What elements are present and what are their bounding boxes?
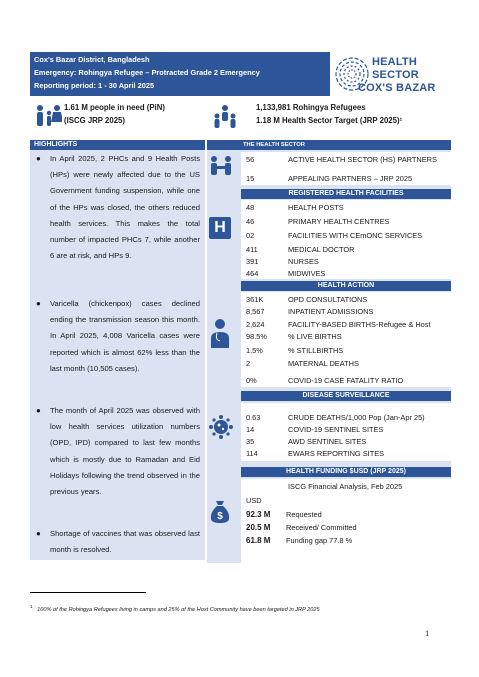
surveillance-label: EWARS REPORTING SITES xyxy=(288,449,385,458)
footnote xyxy=(30,604,320,613)
footnote-mark: 1 xyxy=(30,604,33,609)
action-value: 98.5% xyxy=(246,332,267,341)
appealing-label: APPEALING PARTNERS – JRP 2025 xyxy=(288,174,413,183)
logo-text-coxs-bazar: COX'S BAZAR xyxy=(358,82,436,94)
funding-requested-value: 92.3 M xyxy=(246,510,271,519)
surveillance-value: 35 xyxy=(246,437,255,446)
header-emergency: Emergency: Rohingya Refugee – Protracted Grade 2 Emergency xyxy=(34,68,260,77)
surveillance-value: 114 xyxy=(246,449,258,458)
facility-count: 02 xyxy=(246,231,255,240)
people-group-icon xyxy=(212,104,238,130)
surveillance-value: 0.63 xyxy=(246,413,261,422)
funding-currency: USD xyxy=(246,496,262,505)
facility-label: PRIMARY HEALTH CENTRES xyxy=(288,217,390,226)
staff-label: MEDICAL DOCTOR xyxy=(288,245,355,254)
action-label: % LIVE BIRTHS xyxy=(288,332,342,341)
doctor-icon xyxy=(209,318,231,348)
funding-source: ISCG Financial Analysis, Feb 2025 xyxy=(288,482,403,491)
appealing-count: 15 xyxy=(246,174,255,183)
facilities-title: REGISTERED HEALTH FACILITIES xyxy=(241,189,451,199)
action-value: 2,624 xyxy=(246,320,265,329)
staff-label: MIDWIVES xyxy=(288,269,326,278)
bullet-icon: ● xyxy=(36,406,41,415)
action-value: 0% xyxy=(246,376,257,385)
health-sector-title: THE HEALTH SECTOR xyxy=(207,140,451,150)
footnote-text: 100% of the Rohingya Refugees living in camps and 25% of the Host Community have been targeted in JRP 2025 xyxy=(37,606,320,613)
highlight-item xyxy=(36,151,200,264)
staff-count: 464 xyxy=(246,269,259,278)
hospital-icon: H xyxy=(209,217,231,239)
staff-label: NURSES xyxy=(288,257,319,266)
svg-text:$: $ xyxy=(217,511,223,522)
bullet-icon: ● xyxy=(36,529,41,538)
action-title: HEALTH ACTION xyxy=(241,281,451,291)
page-number: 1 xyxy=(425,628,430,638)
logo-text-sector: SECTOR xyxy=(372,69,419,81)
funding-gap-label: Funding gap 77.8 % xyxy=(286,536,353,545)
facility-count: 48 xyxy=(246,203,255,212)
action-value: 2 xyxy=(246,359,251,368)
staff-count: 391 xyxy=(246,257,259,266)
refugees-count: 1,133,981 Rohingya Refugees xyxy=(256,103,366,112)
surveillance-label: CRUDE DEATHS/1,000 Pop (Jan-Apr 25) xyxy=(288,413,425,422)
footnote-divider xyxy=(30,592,146,593)
surveillance-value: 14 xyxy=(246,425,255,434)
highlight-text: The month of April 2025 was observed with low health services utilization numbers (OPD, IPD) compared to last few months which is mostly due to Ramadan and Eid Holidays following the trend observed in the previous years. xyxy=(50,406,200,497)
bullet-icon: ● xyxy=(36,299,41,308)
highlight-text: Varicella (chickenpox) cases declined ending the transmission season this month. In April 2025, 4,008 Varicella cases were reported which is almost 62% less than the last month (10,505 cases). xyxy=(50,299,200,373)
family-icon xyxy=(34,104,62,128)
sector-target: 1.18 M Health Sector Target (JRP 2025)¹ xyxy=(256,116,403,125)
action-value: 361K xyxy=(246,295,264,304)
highlight-text: Shortage of vaccines that was observed last month is resolved. xyxy=(50,529,200,555)
funding-received-label: Received/ Committed xyxy=(286,523,357,532)
action-label: FACILITY-BASED BIRTHS-Refugee & Host xyxy=(288,320,431,329)
action-label: INPATIENT ADMISSIONS xyxy=(288,307,374,316)
surveillance-title: DISEASE SURVEILLANCE xyxy=(241,391,451,401)
highlight-item xyxy=(36,526,200,558)
highlight-text: In April 2025, 2 PHCs and 9 Health Posts (HPs) were newly affected due to the US Government funding suspension, while one of the HPs was closed, the others reduced health services. This makes the total number of impacted PHCs 7, while another 6 are at risk, and HPs 9. xyxy=(50,154,200,261)
funding-received-value: 20.5 M xyxy=(246,523,271,532)
header-period: Reporting period: 1 - 30 April 2025 xyxy=(34,81,155,90)
logo-text-health: HEALTH xyxy=(372,56,417,68)
facility-label: FACILITIES WITH CEmONC SERVICES xyxy=(288,231,423,240)
action-label: OPD CONSULTATIONS xyxy=(288,295,368,304)
action-label: MATERNAL DEATHS xyxy=(288,359,359,368)
facility-count: 46 xyxy=(246,217,255,226)
funding-requested-label: Requested xyxy=(286,510,322,519)
highlights-title: HIGHLIGHTS xyxy=(30,140,205,150)
surveillance-label: COVID-19 SENTINEL SITES xyxy=(288,425,384,434)
funding-rows xyxy=(241,479,451,563)
handshake-icon xyxy=(209,155,233,181)
partners-label: ACTIVE HEALTH SECTOR (HS) PARTNERS xyxy=(288,155,437,164)
money-bag-icon xyxy=(209,500,231,524)
virus-icon xyxy=(209,415,233,439)
facility-label: HEALTH POSTS xyxy=(288,203,344,212)
highlight-item xyxy=(36,403,200,500)
partners-count: 56 xyxy=(246,155,255,164)
header-location: Cox's Bazar District, Bangladesh xyxy=(34,55,150,64)
pin-source: (ISCG JRP 2025) xyxy=(64,116,125,125)
pin-value: 1.61 M people in need (PiN) xyxy=(64,103,165,112)
action-label: COVID-19 CASE FATALITY RATIO xyxy=(288,376,404,385)
highlight-item xyxy=(36,296,200,377)
action-label: % STILLBIRTHS xyxy=(288,346,344,355)
staff-count: 411 xyxy=(246,245,258,254)
surveillance-label: AWD SENTINEL SITES xyxy=(288,437,367,446)
funding-gap-value: 61.8 M xyxy=(246,536,271,545)
action-value: 8,567 xyxy=(246,307,265,316)
funding-title: HEALTH FUNDING $USD (JRP 2025) xyxy=(241,467,451,477)
action-value: 1.5% xyxy=(246,346,263,355)
bullet-icon: ● xyxy=(36,154,41,163)
